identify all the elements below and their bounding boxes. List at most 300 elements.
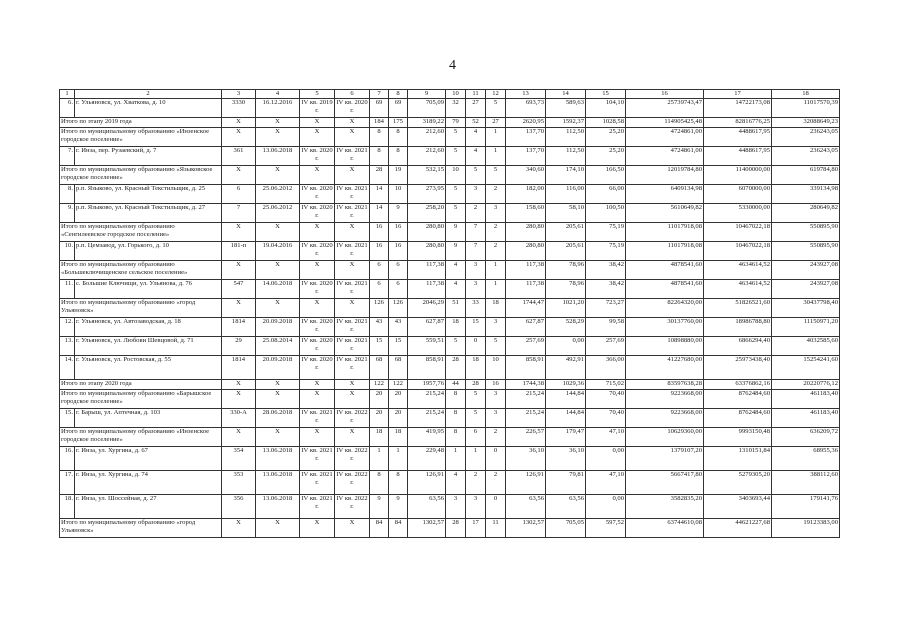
cell-col-4: 16.12.2016 bbox=[256, 99, 300, 118]
cell-col-10: 10 bbox=[446, 166, 466, 185]
cell-col-11: 15 bbox=[466, 318, 486, 337]
cell-col-11: 1 bbox=[466, 447, 486, 471]
cell-col-3: 361 bbox=[222, 147, 256, 166]
cell-col-18: 461183,40 bbox=[772, 390, 840, 409]
cell-col-3: X bbox=[222, 261, 256, 280]
cell-col-18: 461183,40 bbox=[772, 409, 840, 428]
address-cell: г. Ульяновск, ул. Хваткова, д. 10 bbox=[75, 99, 222, 118]
cell-col-12: 5 bbox=[486, 337, 506, 356]
cell-col-8: 122 bbox=[389, 380, 408, 390]
cell-col-17: 4488617,95 bbox=[704, 128, 772, 147]
cell-col-11: 5 bbox=[466, 390, 486, 409]
cell-col-15: 75,19 bbox=[586, 223, 626, 242]
cell-col-14: 528,29 bbox=[546, 318, 586, 337]
cell-col-17: 44621227,68 bbox=[704, 519, 772, 538]
cell-col-4: 13.06.2018 bbox=[256, 147, 300, 166]
cell-col-12: 1 bbox=[486, 147, 506, 166]
cell-col-3: X bbox=[222, 118, 256, 128]
cell-col-16: 4878541,60 bbox=[626, 280, 704, 299]
cell-col-8: 6 bbox=[389, 280, 408, 299]
cell-col-14: 205,61 bbox=[546, 242, 586, 261]
cell-col-4: X bbox=[256, 223, 300, 242]
cell-col-15: 25,20 bbox=[586, 128, 626, 147]
address-cell: г. Ульяновск, ул. Автозаводская, д. 18 bbox=[75, 318, 222, 337]
cell-col-5: IV кв. 2021 г. bbox=[300, 471, 335, 495]
cell-col-5: IV кв. 2019 г. bbox=[300, 99, 335, 118]
cell-col-3: 181-п bbox=[222, 242, 256, 261]
cell-col-9: 532,15 bbox=[408, 166, 446, 185]
cell-col-6: IV кв. 2022 г. bbox=[335, 409, 370, 428]
cell-col-7: 20 bbox=[370, 390, 389, 409]
cell-col-8: 1 bbox=[389, 447, 408, 471]
total-label: Итого по муниципальному образованию «Языковское городское поселение» bbox=[60, 166, 222, 185]
cell-col-14: 1029,36 bbox=[546, 380, 586, 390]
cell-col-10: 28 bbox=[446, 519, 466, 538]
cell-col-10: 5 bbox=[446, 147, 466, 166]
cell-col-7: 122 bbox=[370, 380, 389, 390]
table-row bbox=[60, 280, 840, 299]
cell-col-8: 18 bbox=[389, 428, 408, 447]
cell-col-4: 14.06.2018 bbox=[256, 280, 300, 299]
cell-col-5: X bbox=[300, 390, 335, 409]
cell-col-12: 2 bbox=[486, 185, 506, 204]
table-row bbox=[60, 242, 840, 261]
cell-col-7: 8 bbox=[370, 147, 389, 166]
cell-col-18: 68955,36 bbox=[772, 447, 840, 471]
cell-col-9: 126,91 bbox=[408, 471, 446, 495]
cell-col-18: 179141,76 bbox=[772, 495, 840, 519]
cell-col-6: X bbox=[335, 299, 370, 318]
cell-col-3: X bbox=[222, 299, 256, 318]
cell-col-14: 0,00 bbox=[546, 337, 586, 356]
cell-col-18: 243927,08 bbox=[772, 261, 840, 280]
cell-col-11: 18 bbox=[466, 356, 486, 380]
address-cell: р.п. Цемзавод, ул. Горького, д. 10 bbox=[75, 242, 222, 261]
cell-col-14: 205,61 bbox=[546, 223, 586, 242]
cell-col-16: 4724861,00 bbox=[626, 147, 704, 166]
cell-col-8: 8 bbox=[389, 471, 408, 495]
total-row bbox=[60, 519, 840, 538]
cell-col-4: 20.09.2018 bbox=[256, 318, 300, 337]
cell-col-13: 117,38 bbox=[506, 261, 546, 280]
row-number: 15. bbox=[60, 409, 75, 428]
cell-col-5: X bbox=[300, 223, 335, 242]
cell-col-17: 25973438,40 bbox=[704, 356, 772, 380]
cell-col-4: 25.06.2012 bbox=[256, 185, 300, 204]
cell-col-5: X bbox=[300, 166, 335, 185]
cell-col-14: 144,84 bbox=[546, 409, 586, 428]
cell-col-4: X bbox=[256, 519, 300, 538]
cell-col-5: X bbox=[300, 261, 335, 280]
table-row bbox=[60, 409, 840, 428]
cell-col-15: 723,27 bbox=[586, 299, 626, 318]
cell-col-5: IV кв. 2020 г. bbox=[300, 337, 335, 356]
cell-col-15: 25,20 bbox=[586, 147, 626, 166]
cell-col-8: 9 bbox=[389, 495, 408, 519]
cell-col-5: IV кв. 2020 г. bbox=[300, 280, 335, 299]
cell-col-7: 16 bbox=[370, 242, 389, 261]
cell-col-13: 126,91 bbox=[506, 471, 546, 495]
cell-col-17: 10467022,18 bbox=[704, 242, 772, 261]
cell-col-7: 28 bbox=[370, 166, 389, 185]
cell-col-9: 705,09 bbox=[408, 99, 446, 118]
cell-col-12: 3 bbox=[486, 409, 506, 428]
cell-col-8: 15 bbox=[389, 337, 408, 356]
cell-col-12: 18 bbox=[486, 299, 506, 318]
cell-col-6: IV кв. 2021 г. bbox=[335, 318, 370, 337]
cell-col-7: 14 bbox=[370, 204, 389, 223]
cell-col-11: 5 bbox=[466, 409, 486, 428]
cell-col-7: 18 bbox=[370, 428, 389, 447]
cell-col-10: 8 bbox=[446, 409, 466, 428]
cell-col-12: 2 bbox=[486, 242, 506, 261]
cell-col-17: 82816776,25 bbox=[704, 118, 772, 128]
cell-col-11: 5 bbox=[466, 166, 486, 185]
cell-col-6: IV кв. 2021 г. bbox=[335, 242, 370, 261]
cell-col-16: 41227680,00 bbox=[626, 356, 704, 380]
row-number: 6. bbox=[60, 99, 75, 118]
row-number: 18. bbox=[60, 495, 75, 519]
cell-col-12: 11 bbox=[486, 519, 506, 538]
cell-col-8: 8 bbox=[389, 128, 408, 147]
column-number-10: 10 bbox=[446, 90, 466, 99]
column-number-6: 6 bbox=[335, 90, 370, 99]
cell-col-17: 63376862,16 bbox=[704, 380, 772, 390]
address-cell: р.п. Языково, ул. Красный Текстильщик, д. 27 bbox=[75, 204, 222, 223]
cell-col-11: 3 bbox=[466, 185, 486, 204]
cell-col-10: 79 bbox=[446, 118, 466, 128]
total-row bbox=[60, 166, 840, 185]
cell-col-13: 36,10 bbox=[506, 447, 546, 471]
cell-col-7: 1 bbox=[370, 447, 389, 471]
total-row bbox=[60, 380, 840, 390]
cell-col-16: 25739743,47 bbox=[626, 99, 704, 118]
cell-col-13: 1744,47 bbox=[506, 299, 546, 318]
cell-col-17: 6866294,40 bbox=[704, 337, 772, 356]
column-number-4: 4 bbox=[256, 90, 300, 99]
total-row bbox=[60, 261, 840, 280]
cell-col-4: X bbox=[256, 128, 300, 147]
cell-col-9: 229,48 bbox=[408, 447, 446, 471]
cell-col-15: 366,00 bbox=[586, 356, 626, 380]
cell-col-10: 4 bbox=[446, 280, 466, 299]
cell-col-6: IV кв. 2021 г. bbox=[335, 204, 370, 223]
column-number-17: 17 bbox=[704, 90, 772, 99]
cell-col-4: X bbox=[256, 428, 300, 447]
cell-col-3: 1814 bbox=[222, 318, 256, 337]
cell-col-9: 858,91 bbox=[408, 356, 446, 380]
cell-col-9: 1302,57 bbox=[408, 519, 446, 538]
cell-col-8: 8 bbox=[389, 147, 408, 166]
cell-col-4: 25.08.2014 bbox=[256, 337, 300, 356]
table-row bbox=[60, 447, 840, 471]
cell-col-17: 8762484,60 bbox=[704, 409, 772, 428]
cell-col-18: 388112,60 bbox=[772, 471, 840, 495]
cell-col-11: 0 bbox=[466, 337, 486, 356]
cell-col-4: X bbox=[256, 118, 300, 128]
cell-col-18: 550895,90 bbox=[772, 223, 840, 242]
cell-col-16: 5610649,82 bbox=[626, 204, 704, 223]
cell-col-11: 27 bbox=[466, 99, 486, 118]
cell-col-9: 280,80 bbox=[408, 242, 446, 261]
table-row bbox=[60, 337, 840, 356]
cell-col-6: X bbox=[335, 128, 370, 147]
cell-col-7: 6 bbox=[370, 261, 389, 280]
cell-col-6: IV кв. 2022 г. bbox=[335, 471, 370, 495]
cell-col-5: X bbox=[300, 380, 335, 390]
cell-col-17: 18986788,80 bbox=[704, 318, 772, 337]
cell-col-9: 63,56 bbox=[408, 495, 446, 519]
cell-col-7: 184 bbox=[370, 118, 389, 128]
address-cell: г. Инза, ул. Шоссейная, д. 27 bbox=[75, 495, 222, 519]
cell-col-6: IV кв. 2021 г. bbox=[335, 280, 370, 299]
cell-col-16: 4724861,00 bbox=[626, 128, 704, 147]
cell-col-12: 2 bbox=[486, 471, 506, 495]
cell-col-13: 257,69 bbox=[506, 337, 546, 356]
cell-col-15: 66,00 bbox=[586, 185, 626, 204]
cell-col-13: 2620,95 bbox=[506, 118, 546, 128]
cell-col-17: 5330000,00 bbox=[704, 204, 772, 223]
cell-col-18: 19123383,00 bbox=[772, 519, 840, 538]
total-label: Итого по муниципальному образованию «Барышское городское поселение» bbox=[60, 390, 222, 409]
cell-col-11: 52 bbox=[466, 118, 486, 128]
address-cell: г. Инза, ул. Хургина, д. 67 bbox=[75, 447, 222, 471]
cell-col-5: IV кв. 2020 г. bbox=[300, 318, 335, 337]
cell-col-8: 16 bbox=[389, 242, 408, 261]
total-row bbox=[60, 223, 840, 242]
cell-col-5: IV кв. 2020 г. bbox=[300, 242, 335, 261]
cell-col-10: 5 bbox=[446, 204, 466, 223]
cell-col-10: 51 bbox=[446, 299, 466, 318]
cell-col-7: 8 bbox=[370, 471, 389, 495]
cell-col-5: X bbox=[300, 519, 335, 538]
cell-col-14: 179,47 bbox=[546, 428, 586, 447]
cell-col-10: 4 bbox=[446, 261, 466, 280]
cell-col-4: 25.06.2012 bbox=[256, 204, 300, 223]
cell-col-6: X bbox=[335, 166, 370, 185]
cell-col-9: 215,24 bbox=[408, 409, 446, 428]
cell-col-7: 20 bbox=[370, 409, 389, 428]
cell-col-8: 126 bbox=[389, 299, 408, 318]
cell-col-13: 627,87 bbox=[506, 318, 546, 337]
cell-col-10: 3 bbox=[446, 495, 466, 519]
cell-col-11: 7 bbox=[466, 223, 486, 242]
cell-col-14: 58,10 bbox=[546, 204, 586, 223]
cell-col-7: 43 bbox=[370, 318, 389, 337]
cell-col-8: 20 bbox=[389, 409, 408, 428]
cell-col-15: 75,19 bbox=[586, 242, 626, 261]
cell-col-10: 5 bbox=[446, 337, 466, 356]
cell-col-4: 28.06.2018 bbox=[256, 409, 300, 428]
column-number-9: 9 bbox=[408, 90, 446, 99]
cell-col-6: IV кв. 2021 г. bbox=[335, 337, 370, 356]
cell-col-11: 2 bbox=[466, 204, 486, 223]
cell-col-18: 20220776,12 bbox=[772, 380, 840, 390]
cell-col-7: 16 bbox=[370, 223, 389, 242]
cell-col-15: 70,40 bbox=[586, 390, 626, 409]
cell-col-8: 20 bbox=[389, 390, 408, 409]
address-cell: г. Ульяновск, ул. Ростовская, д. 55 bbox=[75, 356, 222, 380]
cell-col-6: X bbox=[335, 118, 370, 128]
cell-col-7: 14 bbox=[370, 185, 389, 204]
cell-col-17: 51826521,60 bbox=[704, 299, 772, 318]
cell-col-17: 8762484,60 bbox=[704, 390, 772, 409]
cell-col-10: 1 bbox=[446, 447, 466, 471]
total-label: Итого по муниципальному образованию «Сенгилеевское городское поселение» bbox=[60, 223, 222, 242]
cell-col-8: 43 bbox=[389, 318, 408, 337]
cell-col-9: 212,60 bbox=[408, 128, 446, 147]
cell-col-15: 100,50 bbox=[586, 204, 626, 223]
cell-col-8: 175 bbox=[389, 118, 408, 128]
cell-col-15: 597,52 bbox=[586, 519, 626, 538]
cell-col-18: 550895,90 bbox=[772, 242, 840, 261]
cell-col-15: 1028,58 bbox=[586, 118, 626, 128]
column-number-15: 15 bbox=[586, 90, 626, 99]
cell-col-9: 258,20 bbox=[408, 204, 446, 223]
cell-col-12: 3 bbox=[486, 318, 506, 337]
cell-col-13: 158,60 bbox=[506, 204, 546, 223]
total-label: Итого по этапу 2020 года bbox=[60, 380, 222, 390]
cell-col-11: 6 bbox=[466, 428, 486, 447]
cell-col-16: 30137760,00 bbox=[626, 318, 704, 337]
table-row bbox=[60, 495, 840, 519]
cell-col-13: 63,56 bbox=[506, 495, 546, 519]
cell-col-8: 10 bbox=[389, 185, 408, 204]
cell-col-18: 11017570,39 bbox=[772, 99, 840, 118]
cell-col-16: 5667417,80 bbox=[626, 471, 704, 495]
cell-col-8: 6 bbox=[389, 261, 408, 280]
column-number-1: 1 bbox=[60, 90, 75, 99]
table-row bbox=[60, 318, 840, 337]
cell-col-5: X bbox=[300, 118, 335, 128]
table-row bbox=[60, 99, 840, 118]
cell-col-7: 9 bbox=[370, 495, 389, 519]
cell-col-18: 243927,08 bbox=[772, 280, 840, 299]
cell-col-15: 99,58 bbox=[586, 318, 626, 337]
cell-col-3: X bbox=[222, 166, 256, 185]
cell-col-16: 11017918,08 bbox=[626, 242, 704, 261]
cell-col-13: 117,38 bbox=[506, 280, 546, 299]
cell-col-13: 215,24 bbox=[506, 409, 546, 428]
cell-col-7: 69 bbox=[370, 99, 389, 118]
cell-col-6: IV кв. 2022 г. bbox=[335, 447, 370, 471]
column-number-2: 2 bbox=[75, 90, 222, 99]
cell-col-18: 32088649,23 bbox=[772, 118, 840, 128]
cell-col-3: 547 bbox=[222, 280, 256, 299]
cell-col-11: 3 bbox=[466, 261, 486, 280]
cell-col-16: 9223668,00 bbox=[626, 409, 704, 428]
cell-col-8: 19 bbox=[389, 166, 408, 185]
cell-col-18: 30437798,40 bbox=[772, 299, 840, 318]
total-row bbox=[60, 128, 840, 147]
address-cell: г. Инза, ул. Хургина, д. 74 bbox=[75, 471, 222, 495]
cell-col-3: 330-А bbox=[222, 409, 256, 428]
cell-col-4: X bbox=[256, 390, 300, 409]
cell-col-13: 215,24 bbox=[506, 390, 546, 409]
cell-col-15: 38,42 bbox=[586, 261, 626, 280]
total-row bbox=[60, 118, 840, 128]
cell-col-12: 5 bbox=[486, 166, 506, 185]
cell-col-14: 78,96 bbox=[546, 261, 586, 280]
cell-col-9: 117,38 bbox=[408, 261, 446, 280]
cell-col-18: 236243,05 bbox=[772, 147, 840, 166]
cell-col-15: 257,69 bbox=[586, 337, 626, 356]
row-number: 7. bbox=[60, 147, 75, 166]
cell-col-17: 5279305,20 bbox=[704, 471, 772, 495]
cell-col-15: 0,00 bbox=[586, 495, 626, 519]
cell-col-5: IV кв. 2020 г. bbox=[300, 204, 335, 223]
row-number: 11. bbox=[60, 280, 75, 299]
total-label: Итого по муниципальному образованию «город Ульяновск» bbox=[60, 519, 222, 538]
cell-col-9: 627,87 bbox=[408, 318, 446, 337]
cell-col-13: 137,70 bbox=[506, 128, 546, 147]
cell-col-3: X bbox=[222, 428, 256, 447]
row-number: 8. bbox=[60, 185, 75, 204]
cell-col-6: X bbox=[335, 261, 370, 280]
cell-col-9: 280,80 bbox=[408, 223, 446, 242]
cell-col-11: 2 bbox=[466, 471, 486, 495]
cell-col-14: 1021,20 bbox=[546, 299, 586, 318]
cell-col-12: 16 bbox=[486, 380, 506, 390]
cell-col-17: 9993150,48 bbox=[704, 428, 772, 447]
cell-col-12: 2 bbox=[486, 223, 506, 242]
total-label: Итого по муниципальному образованию «Инзенское городское поселение» bbox=[60, 428, 222, 447]
total-label: Итого по этапу 2019 года bbox=[60, 118, 222, 128]
column-number-7: 7 bbox=[370, 90, 389, 99]
cell-col-15: 715,02 bbox=[586, 380, 626, 390]
cell-col-16: 12019784,80 bbox=[626, 166, 704, 185]
cell-col-15: 70,40 bbox=[586, 409, 626, 428]
column-number-row bbox=[60, 90, 840, 99]
cell-col-13: 1302,57 bbox=[506, 519, 546, 538]
cell-col-18: 15254241,60 bbox=[772, 356, 840, 380]
cell-col-5: IV кв. 2020 г. bbox=[300, 356, 335, 380]
cell-col-3: X bbox=[222, 380, 256, 390]
cell-col-9: 212,60 bbox=[408, 147, 446, 166]
column-number-8: 8 bbox=[389, 90, 408, 99]
cell-col-4: 13.06.2018 bbox=[256, 471, 300, 495]
cell-col-3: X bbox=[222, 128, 256, 147]
cell-col-5: X bbox=[300, 128, 335, 147]
cell-col-10: 8 bbox=[446, 390, 466, 409]
cell-col-16: 10629360,00 bbox=[626, 428, 704, 447]
cell-col-7: 126 bbox=[370, 299, 389, 318]
cell-col-16: 6409134,98 bbox=[626, 185, 704, 204]
cell-col-6: IV кв. 2021 г. bbox=[335, 356, 370, 380]
cell-col-5: IV кв. 2021 г. bbox=[300, 447, 335, 471]
cell-col-11: 3 bbox=[466, 495, 486, 519]
cell-col-11: 7 bbox=[466, 242, 486, 261]
cell-col-18: 339134,98 bbox=[772, 185, 840, 204]
cell-col-6: X bbox=[335, 390, 370, 409]
cell-col-17: 14722173,08 bbox=[704, 99, 772, 118]
cell-col-7: 68 bbox=[370, 356, 389, 380]
cell-col-12: 1 bbox=[486, 261, 506, 280]
cell-col-14: 705,05 bbox=[546, 519, 586, 538]
cell-col-9: 273,95 bbox=[408, 185, 446, 204]
cell-col-18: 636209,72 bbox=[772, 428, 840, 447]
cell-col-17: 11400000,00 bbox=[704, 166, 772, 185]
column-number-14: 14 bbox=[546, 90, 586, 99]
cell-col-16: 4878541,60 bbox=[626, 261, 704, 280]
cell-col-12: 1 bbox=[486, 280, 506, 299]
cell-col-16: 11017918,08 bbox=[626, 223, 704, 242]
cell-col-12: 1 bbox=[486, 128, 506, 147]
cell-col-3: 1814 bbox=[222, 356, 256, 380]
cell-col-6: X bbox=[335, 223, 370, 242]
cell-col-12: 5 bbox=[486, 99, 506, 118]
cell-col-10: 8 bbox=[446, 428, 466, 447]
